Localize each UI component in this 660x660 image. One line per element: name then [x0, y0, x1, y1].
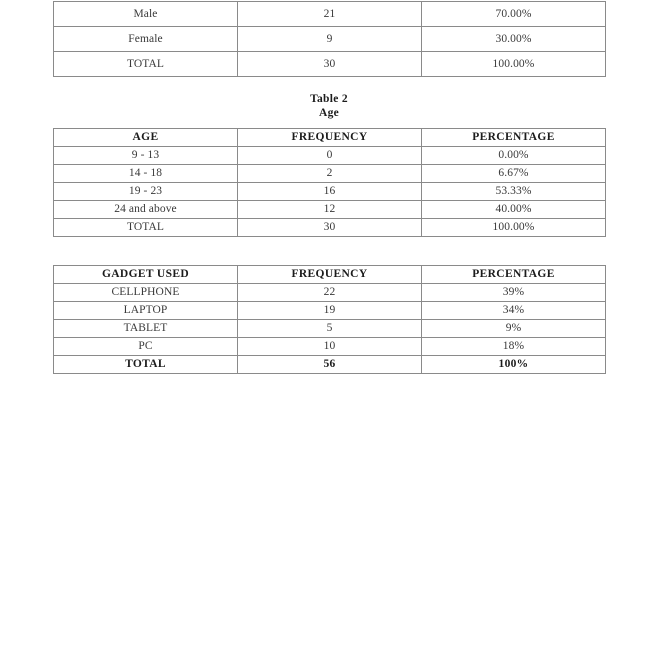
age-frequency-cell: 12: [238, 201, 422, 219]
gadget-percentage-cell: 18%: [422, 338, 606, 356]
age-label-cell: 9 - 13: [54, 147, 238, 165]
table-row: [54, 147, 606, 165]
gadget-frequency-table: [53, 265, 606, 374]
age-frequency-cell: 2: [238, 165, 422, 183]
frequency-column-header: FREQUENCY: [238, 129, 422, 147]
age-label-cell: 14 - 18: [54, 165, 238, 183]
table-row: [54, 2, 606, 27]
gadget-percentage-cell: 39%: [422, 284, 606, 302]
age-percentage-cell: 53.33%: [422, 183, 606, 201]
table-row-total: [54, 52, 606, 77]
gender-percentage-cell: 30.00%: [422, 27, 606, 52]
gender-frequency-cell: 21: [238, 2, 422, 27]
table2-caption-title: Table 2: [310, 93, 348, 105]
age-percentage-cell: 40.00%: [422, 201, 606, 219]
age-frequency-cell: 30: [238, 219, 422, 237]
gender-frequency-table: [53, 1, 606, 77]
gadget-label-cell: TOTAL: [54, 356, 238, 374]
age-table-body: [54, 147, 606, 237]
table-row: [54, 183, 606, 201]
table-row-total: [54, 356, 606, 374]
gender-label-cell: Female: [54, 27, 238, 52]
age-percentage-cell: 6.67%: [422, 165, 606, 183]
gadget-frequency-cell: 10: [238, 338, 422, 356]
age-frequency-cell: 16: [238, 183, 422, 201]
gadget-column-header: GADGET USED: [54, 266, 238, 284]
table-row: [54, 165, 606, 183]
percentage-column-header: PERCENTAGE: [422, 266, 606, 284]
age-label-cell: TOTAL: [54, 219, 238, 237]
age-label-cell: 19 - 23: [54, 183, 238, 201]
table-row: [54, 27, 606, 52]
gender-table-body: [54, 2, 606, 77]
gadget-label-cell: PC: [54, 338, 238, 356]
age-column-header: AGE: [54, 129, 238, 147]
gadget-label-cell: CELLPHONE: [54, 284, 238, 302]
gadget-percentage-cell: 34%: [422, 302, 606, 320]
age-table-head: [54, 129, 606, 147]
table-header-row: [54, 266, 606, 284]
table2-caption-subtitle: Age: [318, 107, 340, 119]
table-row-total: [54, 219, 606, 237]
table-row: [54, 302, 606, 320]
table-row: [54, 320, 606, 338]
table-row: [54, 338, 606, 356]
table-row: [54, 284, 606, 302]
gadget-label-cell: TABLET: [54, 320, 238, 338]
gadget-table-body: [54, 284, 606, 374]
age-percentage-cell: 100.00%: [422, 219, 606, 237]
age-percentage-cell: 0.00%: [422, 147, 606, 165]
table-header-row: [54, 129, 606, 147]
gadget-frequency-cell: 19: [238, 302, 422, 320]
age-label-cell: 24 and above: [54, 201, 238, 219]
gadget-frequency-cell: 22: [238, 284, 422, 302]
gadget-frequency-cell: 56: [238, 356, 422, 374]
frequency-column-header: FREQUENCY: [238, 266, 422, 284]
gadget-label-cell: LAPTOP: [54, 302, 238, 320]
age-frequency-cell: 0: [238, 147, 422, 165]
gender-label-cell: TOTAL: [54, 52, 238, 77]
table-row: [54, 201, 606, 219]
gender-percentage-cell: 100.00%: [422, 52, 606, 77]
gadget-frequency-cell: 5: [238, 320, 422, 338]
gadget-percentage-cell: 100%: [422, 356, 606, 374]
table2-caption: [53, 92, 605, 120]
gadget-table-head: [54, 266, 606, 284]
gender-frequency-cell: 9: [238, 27, 422, 52]
gender-label-cell: Male: [54, 2, 238, 27]
gender-frequency-cell: 30: [238, 52, 422, 77]
gadget-percentage-cell: 9%: [422, 320, 606, 338]
percentage-column-header: PERCENTAGE: [422, 129, 606, 147]
age-frequency-table: [53, 128, 606, 237]
gender-percentage-cell: 70.00%: [422, 2, 606, 27]
